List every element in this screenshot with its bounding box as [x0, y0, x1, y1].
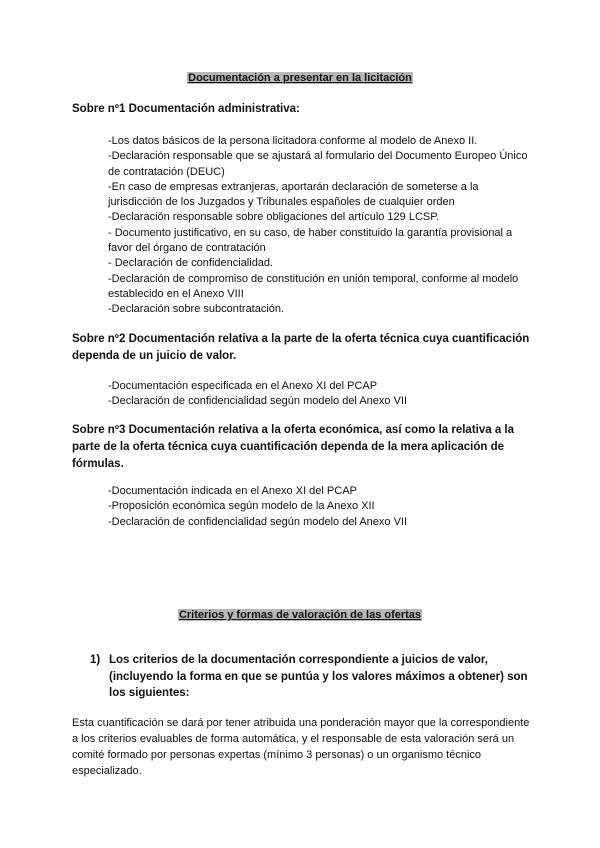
sobre3-title: Sobre nº3 Documentación relativa a la oferta económica, así como la relativa a la parte de la oferta técnica cuya cuantificación dependa de la mera aplicación de fórmulas.	[72, 424, 515, 470]
list-item: -En caso de empresas extranjeras, aportarán declaración de someterse a la jurisdicción de los Juzgados y Tribunales españoles de cualquier orden	[108, 180, 479, 209]
sobre1-title: Sobre nº1 Documentación administrativa:	[72, 103, 300, 115]
list-item: - Documento justificativo, en su caso, de haber constituido la garantía provisional a favor del órgano de contratación	[108, 226, 513, 255]
sobre2-list	[108, 379, 528, 410]
list-item: -Declaración sobre subcontratación.	[108, 303, 285, 316]
sobre3-list	[108, 484, 528, 530]
list-item: -Declaración de compromiso de constitución en unión temporal, conforme al modelo establecido en el Anexo VIII	[108, 272, 519, 300]
list-item: - Declaración de confidencialidad.	[108, 257, 274, 270]
list-item: -Documentación especificada en el Anexo XI del PCAP	[108, 380, 378, 392]
list-item: -Declaración de confidencialidad según modelo del Anexo VII	[108, 515, 408, 528]
criterio-text: Los criterios de la documentación correspondiente a juicios de valor, (incluyendo la forma en que se puntúa y los valores máximos a obtener) son los siguientes:	[109, 654, 528, 699]
list-item: -Proposición económica según modelo de la Anexo XII	[108, 500, 375, 513]
list-item: -Documentación indicada en el Anexo XI del PCAP	[108, 485, 357, 497]
heading-criterios: Criterios y formas de valoración de las ofertas	[178, 609, 422, 621]
sobre2-title: Sobre nº2 Documentación relativa a la parte de la oferta técnica cuya cuantificación dependa de un juicio de valor.	[72, 333, 530, 362]
list-item: -Declaración responsable que se ajustará al formulario del Documento Europeo Único de contratación (DEUC)	[108, 150, 528, 178]
list-item: -Declaración responsable sobre obligaciones del artículo 129 LCSP.	[108, 211, 440, 224]
criterio-number: 1)	[90, 654, 101, 666]
sobre1-list	[108, 134, 528, 318]
list-item: -Los datos básicos de la persona licitadora conforme al modelo de Anexo II.	[108, 135, 478, 147]
body-paragraph: Esta cuantificación se dará por tener atribuida una ponderación mayor que la correspondiente a los criterios evaluables de forma automática, y el responsable de esta valoración será un comité formado por personas expertas (mínimo 3 personas) o un organismo técnico especializado.	[72, 717, 530, 777]
list-item: -Declaración de confidencialidad según modelo del Anexo VII	[108, 395, 408, 408]
heading-documentacion: Documentación a presentar en la licitación	[188, 72, 412, 84]
